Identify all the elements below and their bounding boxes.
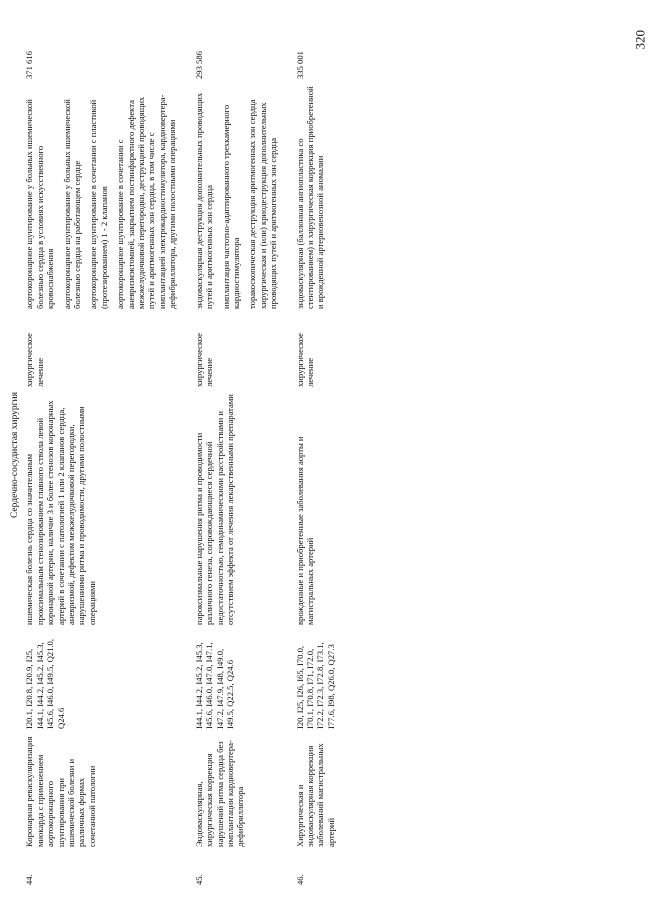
treatment-methods [24,79,193,309]
treatment-method: эндоваскулярная деструкция дополнительных проводящих путей и аритмогенных зон сердца [193,92,215,309]
icd-codes: I20.1, I20.8, I20.9, I25, I44.1, I44.2, I45.2, I45.3, I45.6, I46.0, I49.5, Q21.0, Q24.6 [24,639,66,729]
row-number: 46. [294,874,305,885]
cost-value: 335 001 [294,51,305,79]
treatment-type: хирургическое лечение [193,333,215,387]
procedures-table [24,13,346,885]
row-number: 44. [24,874,35,885]
cost-value: 371 616 [24,51,35,79]
rotated-table-area [8,25,608,885]
treatment-method: аортокоронарное шунтирование в сочетании с пластикой (протезированием) 1 - 2 клапанов [88,99,109,309]
treatment-methods [194,79,295,309]
table-row [295,13,347,885]
procedure-name: Коронарная реваскуляризация миокарда с применением аортокоронарного шунтирования при ишемической болезни и различных формах сочетанной патологии [24,736,97,847]
row-number: 45. [193,874,204,885]
icd-codes: I20, I25, I26, I65, I70.0, I70.1, I70.8, I71, I72.0, I72.2, I72.3, I72.8, I73.1, I77.6, I98, Q26.0, Q27.3 [294,642,336,729]
patient-model: врожденные и приобретенные заболевания аорты и магистральных артерий [294,436,315,625]
patient-model: ишемическая болезнь сердца со значительным проксимальным стенозированием главного ствола левой коронарной артерии, наличие 3 и более стенозов коронарных артерий в сочетании с патологией 1 или 2 клапанов сердца, аневризмой, дефектом межжелудочковой перегородки, нарушениями ритма и проводимости, другими полостными операциями [24,400,97,625]
treatment-method: эндоваскулярная (баллонная ангиопластика со стентированием) и хирургическая коррекция приобретенной и врожденной артериовенозной аномалии [294,86,326,309]
treatment-method: торакоскопическая деструкция аритмогенных зон сердца хирургическая и (или) криодеструкция дополнительных проводящих путей и аритмогенных зон сердца [247,99,279,309]
patient-model: пароксизмальные нарушения ритма и проводимости различного генеза, сопровождающиеся сердечной недостаточностью, гемодинамическими расстройствами и отсутствием эффекта от лечения лекарственными препаратами [193,394,235,625]
icd-codes: I44.1, I44.2, I45.2, I45.3, I45.6, I46.0, I47.0, I47.1, I47.2, I47.9, I48, I49.0, I49.5, Q22.5, Q24.6 [193,642,235,729]
page-number: 320 [632,30,647,50]
treatment-method: имплантация частотно-адаптированного трехкамерного кардиостимулятора [220,104,241,309]
procedure-name: Эндоваскулярная, хирургическая коррекция нарушений ритма сердца без имплантации кардиовертера-дефибриллятора [193,740,246,847]
treatment-method: аортокоронарное шунтирование в сочетании с аневризмэктомией, закрытием постинфарктного дефекта межжелудочковой перегородки, деструкцией проводящих путей и аритмогенных зон сердца, в том числе с имплантацией электрокардиостимулятора, кардиовертера-дефибриллятора, другими полостными операциями [115,94,178,309]
table-row [24,13,193,885]
treatment-method: аортокоронарное шунтирование у больных ишемической болезнью сердца на работающем сердце [61,99,83,309]
treatment-type: хирургическое лечение [294,333,315,387]
cost-value: 293 586 [193,51,204,79]
treatment-method: аортокоронарное шунтирование у больных ишемической болезнью сердца в условиях искусственного кровоснабжения [24,99,56,309]
table-row [194,13,295,885]
treatment-type: хирургическое лечение [24,333,45,387]
treatment-methods [295,79,347,309]
section-title: Сердечно-сосудистая хирургия [10,392,20,519]
procedure-name: Хирургическая и эндоваскулярная коррекция заболеваний магистральных артерий [294,743,336,847]
